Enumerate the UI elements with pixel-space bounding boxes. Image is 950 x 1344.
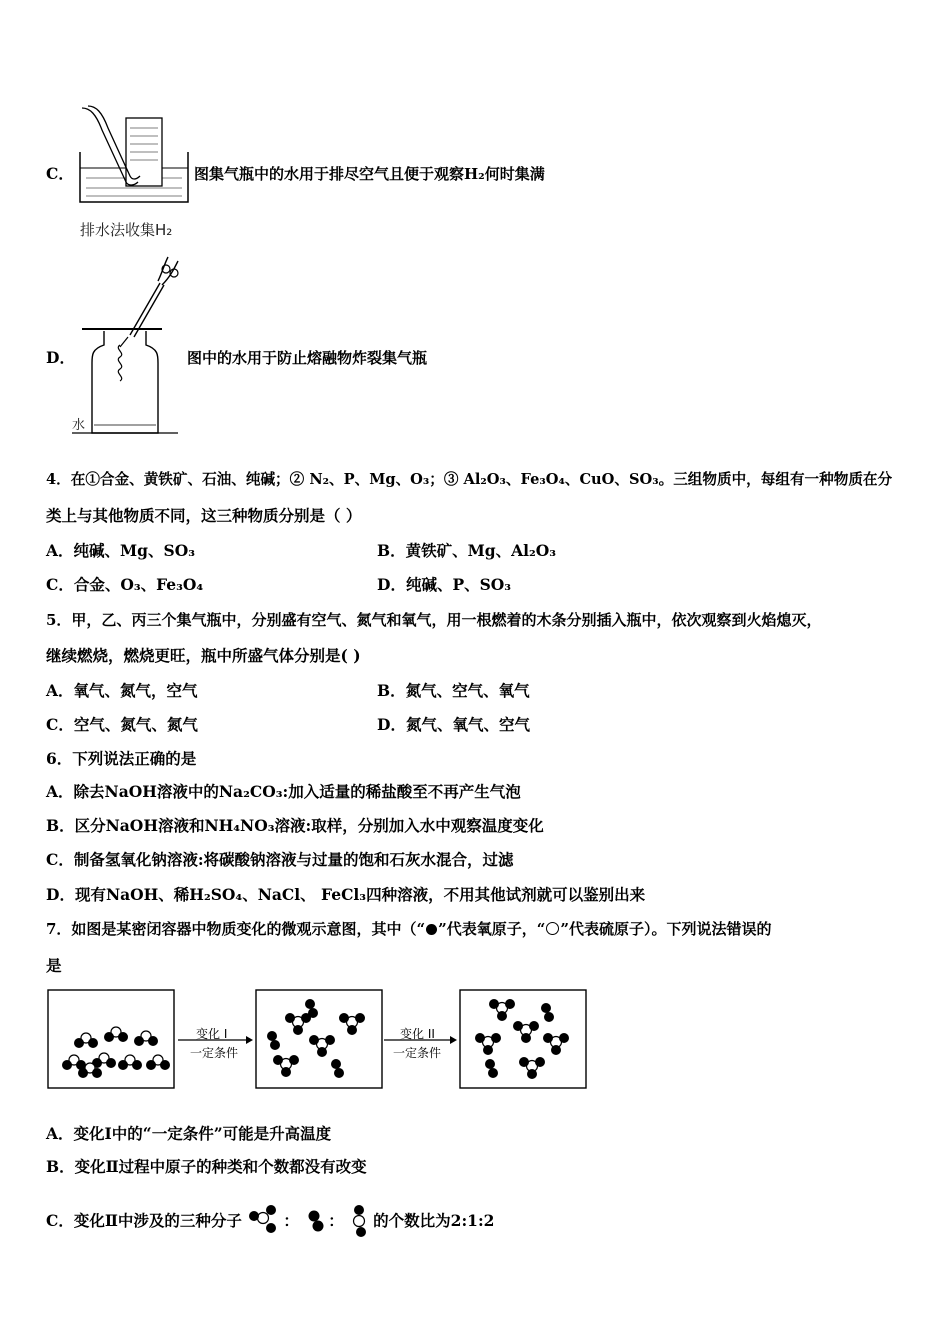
q6-stem: 6．下列说法正确的是 [46,749,197,768]
q7-stem-part3: ”代表硫原子）。下列说法错误的 [560,920,772,938]
apparatus-c-caption: 排水法收集H₂ [80,221,173,239]
option-c-text: 图集气瓶中的水用于排尽空气且便于观察H₂何时集满 [194,165,545,183]
q5-option-b: B．氮气、空气、氧气 [377,681,530,700]
q7-option-c-sep2: ： [328,1211,344,1230]
q5-option-c: C．空气、氮气、氮气 [46,715,198,734]
arrow-2-bottom-label: 一定条件 [393,1046,442,1060]
q6-option-c: C．制备氢氧化钠溶液:将碳酸钠溶液与过量的饱和石灰水混合，过滤 [46,850,514,869]
q4-option-b: B．黄铁矿、Mg、Al₂O₃ [377,541,557,560]
q7-option-c [46,1204,494,1238]
q7-option-a: A．变化Ⅰ中的“一定条件”可能是升高温度 [46,1124,332,1143]
q4-option-d: D．纯碱、P、SO₃ [377,575,512,594]
molecule-o2-icon [304,1206,328,1236]
arrow-1-top-label: 变化 I [196,1027,228,1041]
q6-option-b: B．区分NaOH溶液和NH₄NO₃溶液:取样，分别加入水中观察温度变化 [46,816,544,835]
q4-stem-line2: 类上与其他物质不同，这三种物质分别是（ ） [46,506,362,525]
q5-stem-line1: 5．甲，乙、丙三个集气瓶中，分别盛有空气、氮气和氧气，用一根燃着的木条分别插入瓶中，依次观察到火焰熄灭， [46,611,822,629]
arrow-1-bottom-label: 一定条件 [190,1046,239,1060]
option-c-label: C． [46,164,74,183]
micro-diagram [46,988,591,1092]
molecule-so3-icon [247,1204,283,1236]
q4-stem-line1: 4．在①合金、黄铁矿、石油、纯碱；② N₂、P、Mg、O₃；③ Al₂O₃、Fe₃O₄、CuO、SO₃。三组物质中，每组有一种物质在分 [46,471,893,488]
q6-option-d: D．现有NaOH、稀H₂SO₄、NaCl、 FeCl₃四种溶液，不用其他试剂就可以鉴别出来 [46,885,646,904]
q7-option-c-post: 的个数比为2:1:2 [373,1211,495,1230]
q7-stem-part1: 7．如图是某密闭容器中物质变化的微观示意图，其中（“ [46,920,426,938]
q4-option-c: C．合金、O₃、Fe₃O₄ [46,575,204,594]
q7-option-c-pre: C．变化Ⅱ中涉及的三种分子 [46,1211,242,1230]
option-d-text: 图中的水用于防止熔融物炸裂集气瓶 [187,349,428,367]
molecule-so2-icon [349,1204,373,1238]
q6-option-a: A．除去NaOH溶液中的Na₂CO₃:加入适量的稀盐酸至不再产生气泡 [46,782,521,801]
sulfur-atom-icon [546,922,559,935]
q5-stem-line2: 继续燃烧，燃烧更旺，瓶中所盛气体分别是( ) [46,646,361,665]
q7-option-c-sep1: ： [283,1211,299,1230]
q4-option-a: A．纯碱、Mg、SO₃ [46,541,196,560]
option-d-label: D． [46,348,75,367]
oxygen-atom-icon [426,924,437,935]
q7-stem-line1 [46,919,771,939]
q5-option-a: A．氧气、氮气，空气 [46,681,198,700]
q5-option-d: D．氮气、氧气、空气 [377,715,530,734]
q7-stem-line2: 是 [46,956,62,975]
q7-option-b: B．变化Ⅱ过程中原子的种类和个数都没有改变 [46,1157,367,1176]
water-label: 水 [72,418,86,433]
apparatus-d-figure [70,255,188,440]
arrow-2-top-label: 变化 II [400,1027,435,1041]
q7-stem-part2: ”代表氧原子，“ [438,920,546,938]
